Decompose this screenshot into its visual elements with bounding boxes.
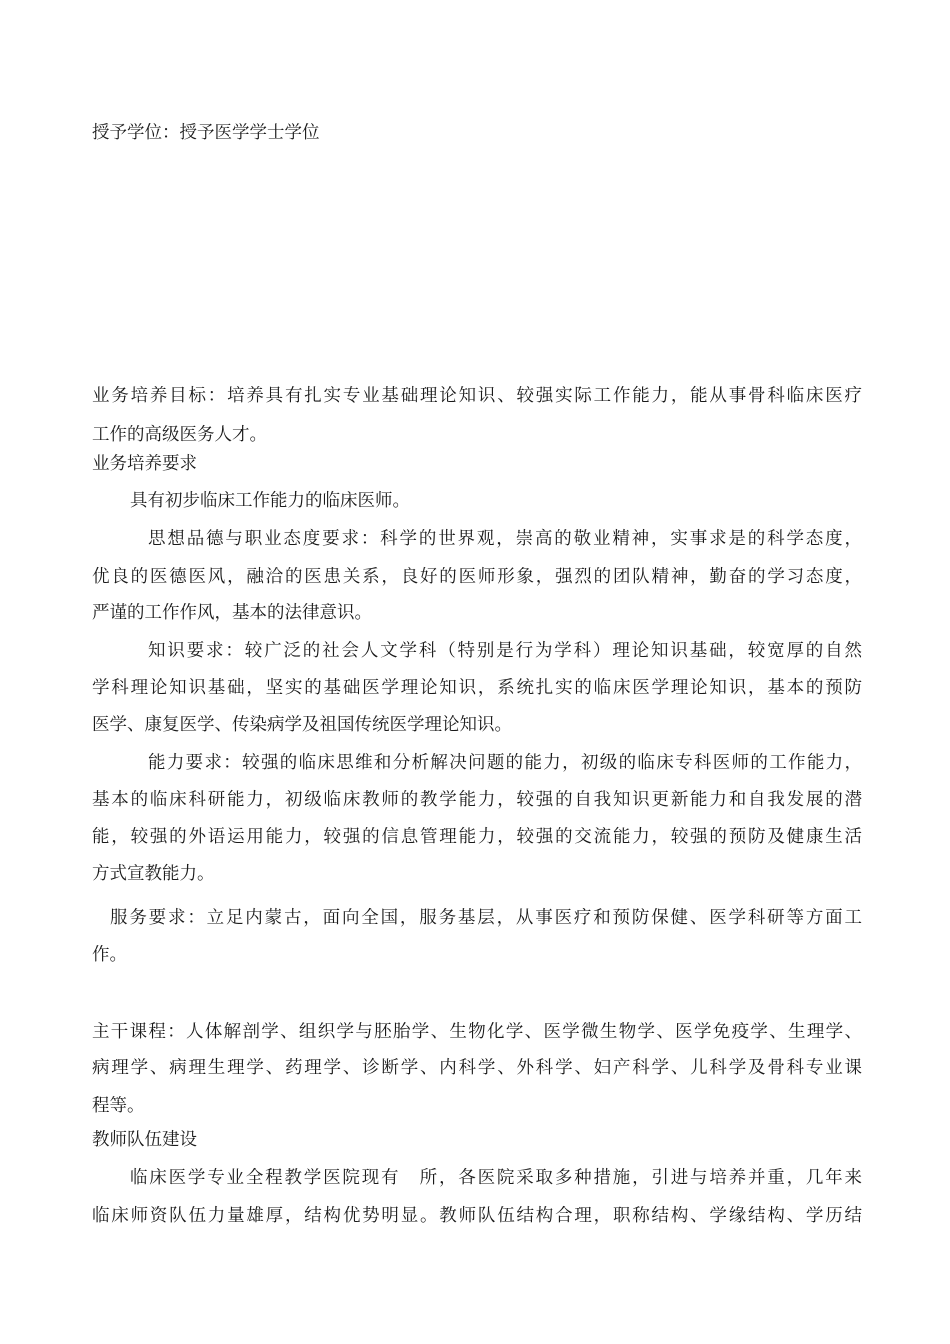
degree-line: 授予学位：授予医学学士学位: [92, 123, 320, 143]
ability-line-4: 方式宣教能力。: [92, 864, 215, 884]
service-line-1: 服务要求：立足内蒙古，面向全国，服务基层，从事医疗和预防保健、医学科研等方面工: [110, 908, 862, 928]
requirements-intro: 具有初步临床工作能力的临床医师。: [130, 491, 410, 511]
courses-line-3: 程等。: [92, 1096, 145, 1116]
objective-line-2: 工作的高级医务人才。: [92, 425, 267, 445]
ideology-line-3: 严谨的工作作风，基本的法律意识。: [92, 603, 372, 623]
courses-line-2: 病理学、病理生理学、药理学、诊断学、内科学、外科学、妇产科学、儿科学及骨科专业课: [92, 1058, 862, 1078]
ideology-line-2: 优良的医德医风，融洽的医患关系，良好的医师形象，强烈的团队精神，勤奋的学习态度，: [92, 567, 862, 587]
faculty-line-1: 临床医学专业全程教学医院现有 所，各医院采取多种措施，引进与培养并重，几年来: [130, 1168, 862, 1188]
knowledge-line-1: 知识要求：较广泛的社会人文学科（特别是行为学科）理论知识基础，较宽厚的自然: [148, 641, 862, 661]
requirements-heading: 业务培养要求: [92, 454, 197, 474]
objective-line-1: 业务培养目标：培养具有扎实专业基础理论知识、较强实际工作能力，能从事骨科临床医疗: [92, 386, 862, 406]
ability-line-2: 基本的临床科研能力，初级临床教师的教学能力，较强的自我知识更新能力和自我发展的潜: [92, 790, 862, 810]
ability-line-1: 能力要求：较强的临床思维和分析解决问题的能力，初级的临床专科医师的工作能力，: [148, 753, 862, 773]
service-line-2: 作。: [92, 945, 127, 965]
faculty-heading: 教师队伍建设: [92, 1130, 197, 1150]
knowledge-line-2: 学科理论知识基础，坚实的基础医学理论知识，系统扎实的临床医学理论知识，基本的预防: [92, 678, 862, 698]
ideology-line-1: 思想品德与职业态度要求：科学的世界观，崇高的敬业精神，实事求是的科学态度，: [148, 529, 862, 549]
ability-line-3: 能，较强的外语运用能力，较强的信息管理能力，较强的交流能力，较强的预防及健康生活: [92, 827, 862, 847]
faculty-line-2: 临床师资队伍力量雄厚，结构优势明显。教师队伍结构合理，职称结构、学缘结构、学历结: [92, 1206, 862, 1226]
knowledge-line-3: 医学、康复医学、传染病学及祖国传统医学理论知识。: [92, 715, 512, 735]
courses-line-1: 主干课程：人体解剖学、组织学与胚胎学、生物化学、医学微生物学、医学免疫学、生理学、: [92, 1022, 862, 1042]
